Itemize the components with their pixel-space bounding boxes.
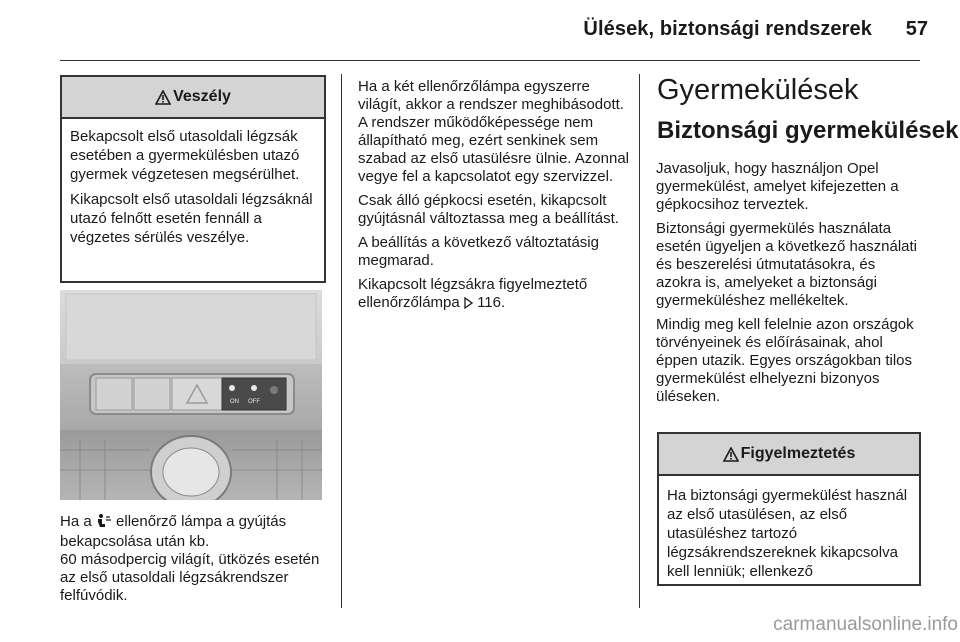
airbag-off-indicator-icon [96, 513, 112, 533]
middle-column-text [358, 78, 630, 320]
body-paragraph: Javasoljuk, hogy használjon Opel gyermekülést, amelyet kifejezetten a gépkocsihoz terveztek. [656, 160, 899, 213]
danger-box-header [62, 77, 324, 119]
subsection-heading: Biztonsági gyermekülések [657, 117, 959, 144]
body-paragraph [358, 276, 630, 314]
danger-box [60, 75, 326, 283]
column-divider-left [341, 74, 342, 608]
body-paragraph: Csak álló gépkocsi esetén, kikapcsolt gyújtásnál változtassa meg a beállítást. [358, 192, 619, 227]
right-column-text [656, 160, 922, 412]
photo-label-off: OFF [248, 399, 260, 405]
header-divider [60, 60, 920, 61]
photo-label-on: ON [230, 399, 239, 405]
airbag-indicator-paragraph [60, 513, 330, 605]
caution-box [657, 432, 921, 586]
left-column-text [60, 513, 330, 605]
text-segment: ellenőrző lámpa a gyújtás bekapcsolása után kb. [60, 513, 287, 550]
caution-box-body [659, 476, 919, 593]
danger-box-title: Veszély [173, 88, 231, 105]
danger-box-body [62, 119, 324, 259]
text-segment: Ha a [60, 513, 92, 530]
warning-triangle-icon [723, 447, 739, 462]
body-paragraph: Mindig meg kell felelnie azon országok törvényeinek és előírásainak, ahol éppen utazik. Egyes országokban tilos gyermekülést elhelyezni bizonyos üléseken. [656, 316, 914, 405]
page-reference-arrow-icon [464, 296, 473, 314]
page-number: 57 [905, 18, 928, 40]
body-paragraph: Ha a két ellenőrzőlámpa egyszerre világít, akkor a rendszer meghibásodott. A rendszer működőképessége nem állapítható meg, ezért senkinek sem szabad az első utasülésre ülnie. Azonnal vegye fel a kapcsolatot egy szervizzel. [358, 78, 630, 185]
watermark-text: carmanualsonline.info [773, 614, 958, 635]
danger-paragraph: Bekapcsolt első utasoldali légzsák esetében a gyermekülésben utazó gyermek végzetesen megsérülhet. [70, 128, 300, 183]
caution-paragraph: Ha biztonsági gyermekülést használ az első utasülésen, az első utasüléshez tartozó légzsákrendszereknek kikapcsolva kell lenniük; ellenkező [667, 487, 908, 580]
page-title: Ülések, biztonsági rendszerek [583, 18, 872, 40]
column-divider-right [639, 74, 640, 608]
caution-box-header [659, 434, 919, 476]
caution-box-title: Figyelmeztetés [740, 445, 856, 462]
page-reference-link[interactable]: 116. [477, 294, 506, 311]
danger-paragraph: Kikapcsolt első utasoldali légzsáknál utazó felnőtt esetén fennáll a végzetes sérülés veszélye. [70, 191, 313, 246]
body-paragraph: A beállítás a következő változtatásig megmarad. [358, 234, 599, 269]
dashboard-switch-panel-photo [60, 290, 322, 500]
body-paragraph: Biztonsági gyermekülés használata esetén ügyeljen a következő használati és beszerelési útmutatásokra, és azokra is, amelyeket a biztonsági gyermeküléshez mellékeltek. [656, 220, 918, 309]
text-segment: Kikapcsolt légzsákra figyelmeztető ellenőrzőlámpa [358, 276, 588, 311]
warning-triangle-icon [155, 90, 171, 105]
section-heading: Gyermekülések [657, 74, 859, 106]
text-segment: 60 másodpercig világít, ütközés esetén az első utasoldali légzsákrendszer felfúvódik. [60, 551, 320, 604]
